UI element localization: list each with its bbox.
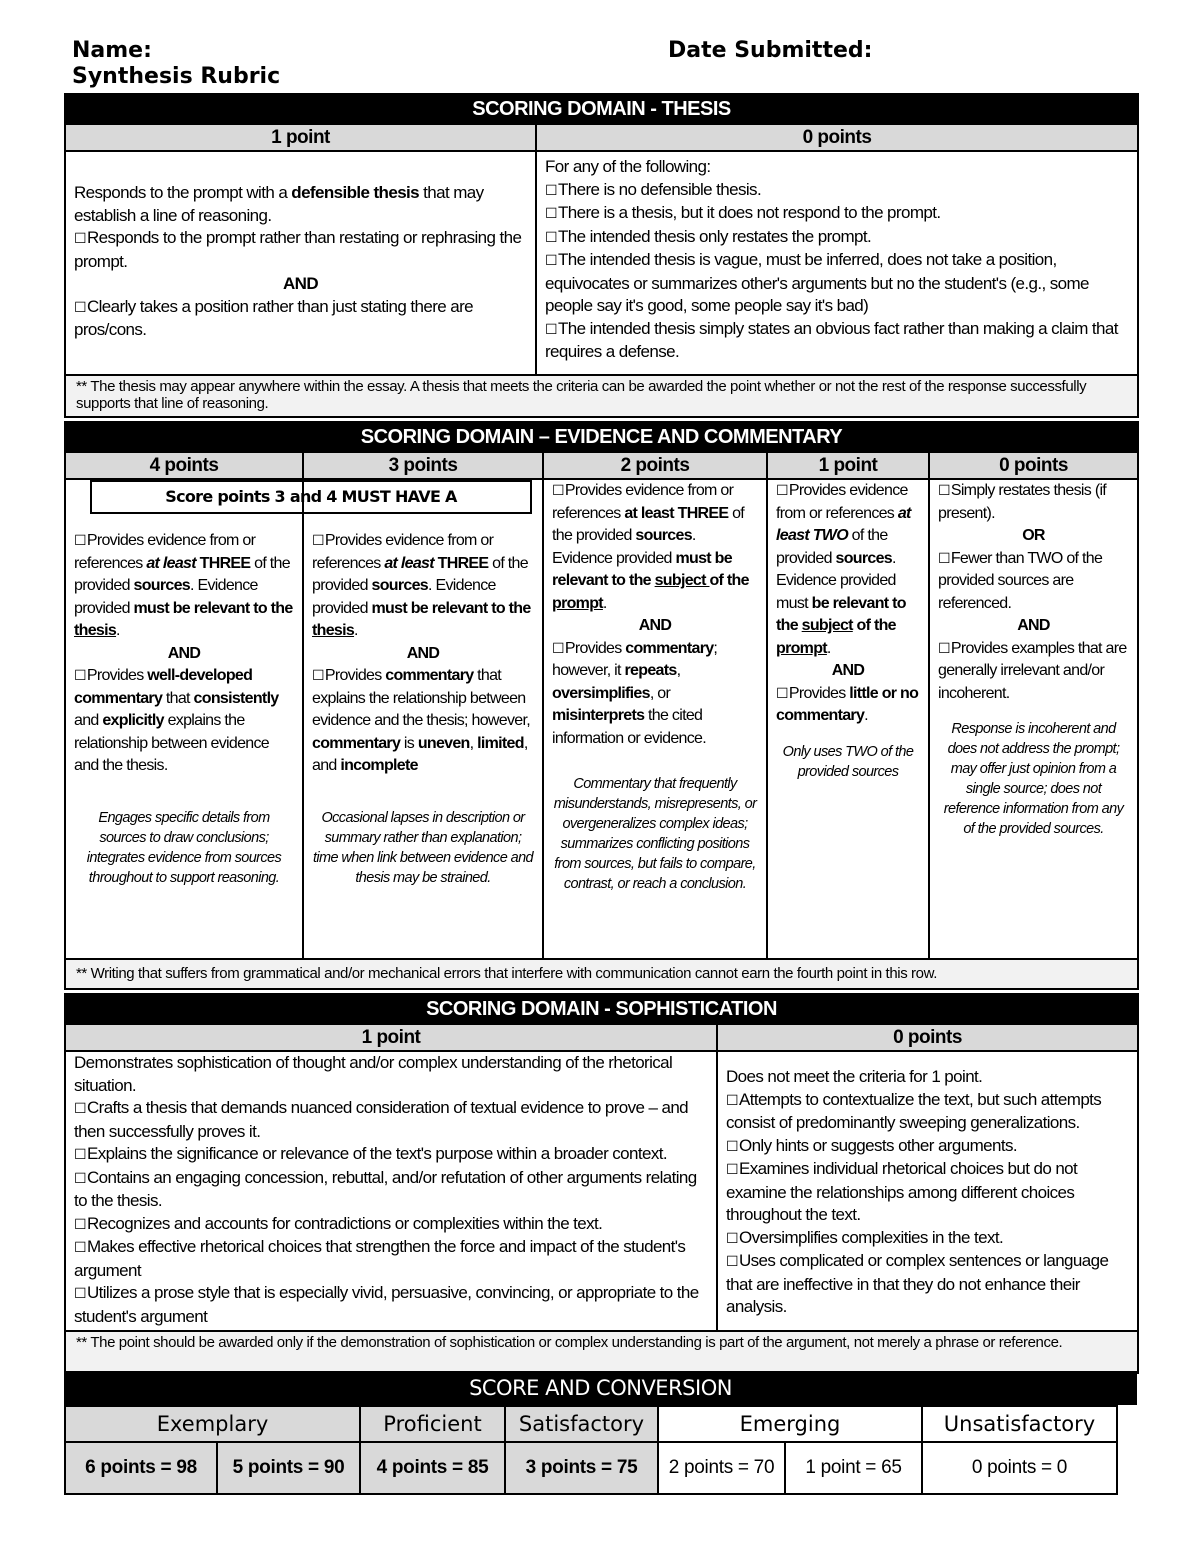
evidence-col-1: 1 point <box>767 452 929 479</box>
score-table <box>64 1405 1118 1495</box>
score-value: 3 points = 75 <box>505 1442 658 1494</box>
checkbox-item: ☐ The intended thesis simply states an obvious fact rather than making a claim that requires a defense. <box>545 318 1129 364</box>
soph-band: SCORING DOMAIN - SOPHISTICATION <box>65 994 1138 1024</box>
checkbox-item: ☐ Crafts a thesis that demands nuanced consideration of textual evidence to prove – and then successfully proves it. <box>74 1097 708 1143</box>
level-unsatisfactory: Unsatisfactory <box>922 1406 1117 1442</box>
evidence-1-italic: Only uses TWO of the provided sources <box>782 743 914 780</box>
checkbox-item: ☐ Only hints or suggests other arguments. <box>726 1135 1129 1159</box>
evidence-col-3: 3 points <box>303 452 543 479</box>
level-emerging: Emerging <box>658 1406 922 1442</box>
checkbox-item: ☐ There is no defensible thesis. <box>545 179 1129 203</box>
checkbox-item: ☐ Makes effective rhetorical choices that strengthen the force and impact of the student's argument <box>74 1236 708 1282</box>
checkbox-item: ☐ The intended thesis is vague, must be inferred, does not take a position, equivocates or summarizes other's arguments but no the student's (e.g., some people say it's good, some people say it's bad) <box>545 249 1129 318</box>
checkbox-item: ☐ Recognizes and accounts for contradictions or complexities within the text. <box>74 1213 708 1237</box>
evidence-band: SCORING DOMAIN – EVIDENCE AND COMMENTARY <box>65 422 1138 452</box>
soph-note: ** The point should be awarded only if the demonstration of sophistication or complex understanding is part of the argument, not merely a phrase or reference. <box>65 1331 1138 1373</box>
score-value: 2 points = 70 <box>658 1442 785 1494</box>
score-band: SCORE AND CONVERSION <box>64 1371 1137 1405</box>
soph-1point-cell: Demonstrates sophistication of thought and/or complex understanding of the rhetorical situation. ☐ Crafts a thesis that demands nuanced consideration of textual evidence to prove – and then successfully proves it. ☐ Explains the significance or relevance of the text's purpose within a broader context. ☐ Contains an engaging concession, rebuttal, and/or refutation of other arguments relating to the thesis. ☐ Recognizes and accounts for contradictions or complexities within the text. ☐ Makes effective rhetorical choices that strengthen the force and impact of the student's argument ☐ Utilizes a prose style that is especially vivid, persuasive, convincing, or appropriate to the student's argument <box>65 1051 717 1331</box>
score-value: 1 point = 65 <box>785 1442 922 1494</box>
checkbox-item: ☐ Attempts to contextualize the text, but such attempts consist of predominantly sweeping generalizations. <box>726 1089 1129 1135</box>
soph-0points-cell: Does not meet the criteria for 1 point. ☐ Attempts to contextualize the text, but such attempts consist of predominantly sweeping generalizations. ☐ Only hints or suggests other arguments. ☐ Examines individual rhetorical choices but do not examine the relationships among different choices throughout the text. ☐ Oversimplifies complexities in the text. ☐ Uses complicated or complex sentences or language that are ineffective in that they do not enhance their analysis. <box>717 1051 1138 1331</box>
checkbox-item: ☐ Explains the significance or relevance of the text's purpose within a broader context. <box>74 1143 708 1167</box>
thesis-1point-cell: Responds to the prompt with a defensible thesis that may establish a line of reasoning. ☐ Responds to the prompt rather than restating or rephrasing the prompt. AND ☐ Clearly takes a position rather than just stating there are pros/cons. <box>65 151 536 375</box>
level-satisfactory: Satisfactory <box>505 1406 658 1442</box>
evidence-0-italic: Response is incoherent and does not address the prompt; may offer just opinion from a single source; does not reference information from any of the provided sources. <box>943 721 1124 837</box>
score-value: 5 points = 90 <box>217 1442 360 1494</box>
score-value: 4 points = 85 <box>360 1442 505 1494</box>
thesis-col-0points: 0 points <box>536 124 1138 151</box>
sophistication-table <box>64 993 1139 1374</box>
evidence-4points-cell: Score points 3 and 4 MUST HAVE A ☐ Provides evidence from or references at least THREE of the provided sources. Evidence provided must be relevant to the thesis. AND ☐ Provides well-developed commentary that consistently and explicitly explains the relationship between evidence and the thesis. Engages specific details from sources to draw conclusions; integrates evidence from sources throughout to support reasoning. <box>65 479 303 959</box>
checkbox-item: ☐ Oversimplifies complexities in the text. <box>726 1227 1129 1251</box>
soph-col-1point: 1 point <box>65 1024 717 1051</box>
evidence-2points-cell: ☐ Provides evidence from or references at least THREE of the provided sources. Evidence provided must be relevant to the subject of the prompt. AND ☐ Provides commentary; however, it repeats, oversimplifies, or misinterprets the cited information or evidence. Commentary that frequently misunderstands, misrepresents, or overgeneralizes complex ideas; summarizes conflicting positions from sources, but fails to compare, contrast, or reach a conclusion. <box>543 479 767 959</box>
checkbox-item: ☐ Utilizes a prose style that is especially vivid, persuasive, convincing, or appropriate to the student's argument <box>74 1282 708 1328</box>
must-have-box: Score points 3 and 4 MUST HAVE A <box>90 480 532 514</box>
evidence-col-4: 4 points <box>65 452 303 479</box>
evidence-table <box>64 421 1139 990</box>
soph-col-0points: 0 points <box>717 1024 1138 1051</box>
thesis-table <box>64 93 1139 418</box>
score-value: 6 points = 98 <box>65 1442 217 1494</box>
level-proficient: Proficient <box>360 1406 505 1442</box>
evidence-note: ** Writing that suffers from grammatical and/or mechanical errors that interfere with communication cannot earn the fourth point in this row. <box>65 959 1138 989</box>
evidence-0points-cell: ☐ Simply restates thesis (if present). OR ☐ Fewer than TWO of the provided sources are referenced. AND ☐ Provides examples that are generally irrelevant and/or incoherent. Response is incoherent and does not address the prompt; may offer just opinion from a single source; does not reference information from any of the provided sources. <box>929 479 1138 959</box>
evidence-1point-cell: ☐ Provides evidence from or references at least TWO of the provided sources. Evidence provided must be relevant to the subject of the prompt. AND ☐ Provides little or no commentary. Only uses TWO of the provided sources <box>767 479 929 959</box>
evidence-3-italic: Occasional lapses in description or summary rather than explanation; time when link between evidence and thesis may be strained. <box>312 809 533 886</box>
date-submitted-label: Date Submitted: <box>668 38 873 63</box>
checkbox-item: ☐ The intended thesis only restates the prompt. <box>545 226 1129 250</box>
evidence-col-0: 0 points <box>929 452 1138 479</box>
evidence-col-2: 2 points <box>543 452 767 479</box>
checkbox-item: ☐ Uses complicated or complex sentences or language that are ineffective in that they do not enhance their analysis. <box>726 1250 1129 1319</box>
thesis-0points-cell: For any of the following: ☐ There is no defensible thesis. ☐ There is a thesis, but it does not respond to the prompt. ☐ The intended thesis only restates the prompt. ☐ The intended thesis is vague, must be inferred, does not take a position, equivocates or summarizes other's arguments but no the student's (e.g., some people say it's good, some people say it's bad) ☐ The intended thesis simply states an obvious fact rather than making a claim that requires a defense. <box>536 151 1138 375</box>
evidence-3points-cell: ☐ Provides evidence from or references at least THREE of the provided sources. Evidence provided must be relevant to the thesis. AND ☐ Provides commentary that explains the relationship between evidence and the thesis; however, commentary is uneven, limited, and incomplete Occasional lapses in description or summary rather than explanation; time when link between evidence and thesis may be strained. <box>303 479 543 959</box>
score-value: 0 points = 0 <box>922 1442 1117 1494</box>
thesis-col-1point: 1 point <box>65 124 536 151</box>
evidence-4-italic: Engages specific details from sources to draw conclusions; integrates evidence from sources throughout to support reasoning. <box>86 809 282 886</box>
checkbox-item: ☐ Responds to the prompt rather than restating or rephrasing the prompt. <box>74 227 527 273</box>
checkbox-item: ☐ Contains an engaging concession, rebuttal, and/or refutation of other arguments relating to the thesis. <box>74 1167 708 1213</box>
checkbox-item: ☐ Examines individual rhetorical choices but do not examine the relationships among different choices throughout the text. <box>726 1158 1129 1227</box>
name-label: Name: <box>72 38 152 63</box>
level-exemplary: Exemplary <box>65 1406 360 1442</box>
thesis-band: SCORING DOMAIN - THESIS <box>65 94 1138 124</box>
page-title: Synthesis Rubric <box>72 64 281 89</box>
checkbox-item: ☐ Clearly takes a position rather than just stating there are pros/cons. <box>74 296 527 342</box>
checkbox-item: ☐ There is a thesis, but it does not respond to the prompt. <box>545 202 1129 226</box>
evidence-2-italic: Commentary that frequently misunderstands, misrepresents, or overgeneralizes complex ideas; summarizes conflicting positions from sources, but fails to compare, contrast, or reach a conclusion. <box>553 776 757 892</box>
thesis-note: ** The thesis may appear anywhere within the essay. A thesis that meets the criteria can be awarded the point whether or not the rest of the response successfully supports that line of reasoning. <box>65 375 1138 417</box>
